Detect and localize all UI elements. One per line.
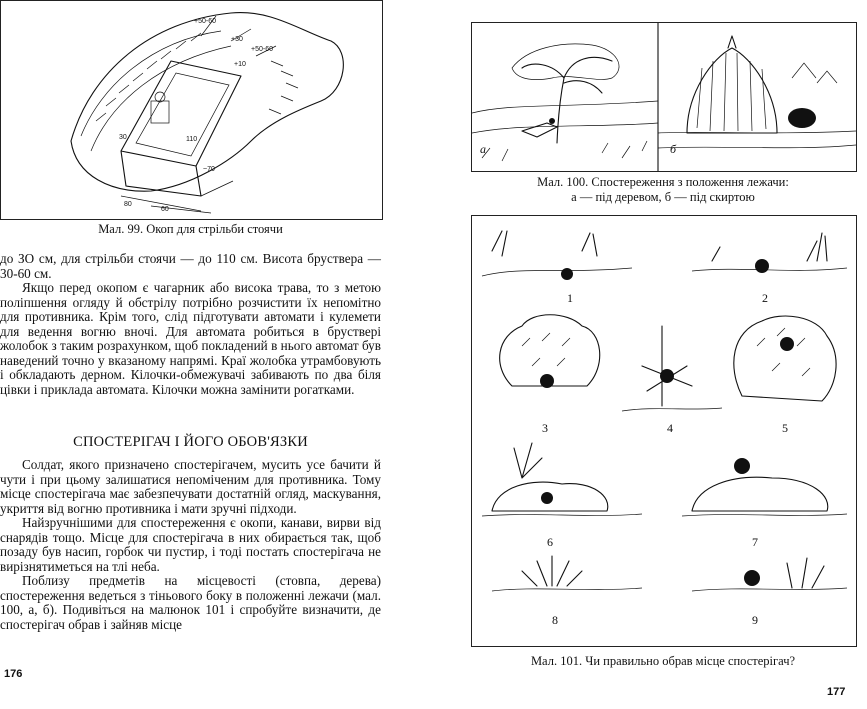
dim-label: 60 (161, 206, 169, 213)
panel-b-haystack (658, 36, 856, 156)
figure-99-caption: Мал. 99. Окоп для стрільби стоячи (98, 222, 283, 236)
dim-label: 110 (186, 136, 198, 143)
panel-8 (492, 556, 642, 627)
dim-label: 80 (124, 201, 132, 208)
panel-a-tree (472, 44, 658, 161)
paragraph: Солдат, якого призначено спостерігачем, мусить усе бачити й чути і при цьому залишатися непоміченим для противника. Тому місце спостерігача має забезпечувати достатній огляд, маскування, укриття від вогню противника і мати зручні підходи. (0, 457, 381, 516)
dim-label: +30 (231, 36, 243, 43)
dim-label: +10 (234, 61, 246, 68)
panel-3 (500, 315, 600, 435)
panel-number: 3 (542, 421, 548, 435)
body-text-block (0, 252, 381, 397)
trench-illustration (1, 1, 382, 219)
panel-9 (692, 558, 847, 627)
dim-label: +50-60 (251, 46, 273, 53)
panel-5 (734, 316, 836, 435)
paragraph: Якщо перед окопом є чагарник або висока трава, то з метою поліпшення огляду й обстрілу потрібно розчистити їх непомітно для противника. Крім того, слід підготувати автомати і кулемети для ведення вогню вночі. Для автомата робиться в бруствері жолобок з таким розрахунком, щоб покладений в нього автомат був наведений точно у вказаному напрямі. Краї жолобка утрамбовують і обкладають дерном. Кілочки-обмежувачі забивають по два біля цівки і приклада автомата. Кілочки можна замінити рогатками. (0, 280, 381, 397)
dim-label: ~70 (203, 166, 215, 173)
section-text-block (0, 458, 381, 632)
panel-number: 5 (782, 421, 788, 435)
page-number: 177 (827, 686, 846, 698)
figure-99 (0, 0, 383, 220)
caption-line: Мал. 100. Спостереження з положення лежачи: (537, 175, 789, 189)
panel-6 (482, 443, 642, 549)
observer-positions-illustration (472, 216, 856, 646)
caption-line: а — під деревом, б — під скиртою (571, 190, 755, 204)
panel-number: 1 (567, 291, 573, 305)
observation-lying-illustration (472, 23, 856, 171)
paragraph: Поблизу предметів на місцевості (стовпа, дерева) спостереження ведеться з тіньового боку в положенні лежачи (мал. 100, а, б). Подивіться на малюнок 101 і спробуйте визначити, де спостерігач обрав і зайняв місце (0, 573, 381, 632)
panel-number: 2 (762, 291, 768, 305)
panel-number: 9 (752, 613, 758, 627)
panel-2 (692, 233, 847, 305)
dim-label: 30 (119, 134, 127, 141)
panel-number: 8 (552, 613, 558, 627)
page-number: 176 (4, 668, 23, 680)
panel-number: 6 (547, 535, 553, 549)
paragraph: до ЗО см, для стрільби стоячи — до 110 см. Висота бруствера — 30-60 см. (0, 251, 381, 281)
panel-label: б (670, 142, 677, 156)
panel-7 (682, 458, 847, 549)
paragraph: Найзручнішими для спостереження є окопи, канави, вирви від снарядів тощо. Місце для спостерігача в них обирається так, щоб позаду був насип, горбок чи пустир, і тоді постать спостерігача не вирізнятиметься на тлі неба. (0, 515, 381, 574)
dim-label: +50-60 (194, 18, 216, 25)
figure-100 (471, 22, 857, 172)
panel-number: 4 (667, 421, 673, 435)
figure-101-caption: Мал. 101. Чи правильно обрав місце спостерігач? (530, 654, 796, 668)
right-page (440, 0, 867, 709)
figure-101 (471, 215, 857, 647)
panel-number: 7 (752, 535, 758, 549)
panel-1 (482, 231, 632, 305)
section-heading: СПОСТЕРІГАЧ І ЙОГО ОБОВ'ЯЗКИ (73, 434, 308, 450)
panel-4 (622, 326, 722, 435)
panel-label: а (480, 142, 486, 156)
figure-100-caption (471, 175, 855, 205)
